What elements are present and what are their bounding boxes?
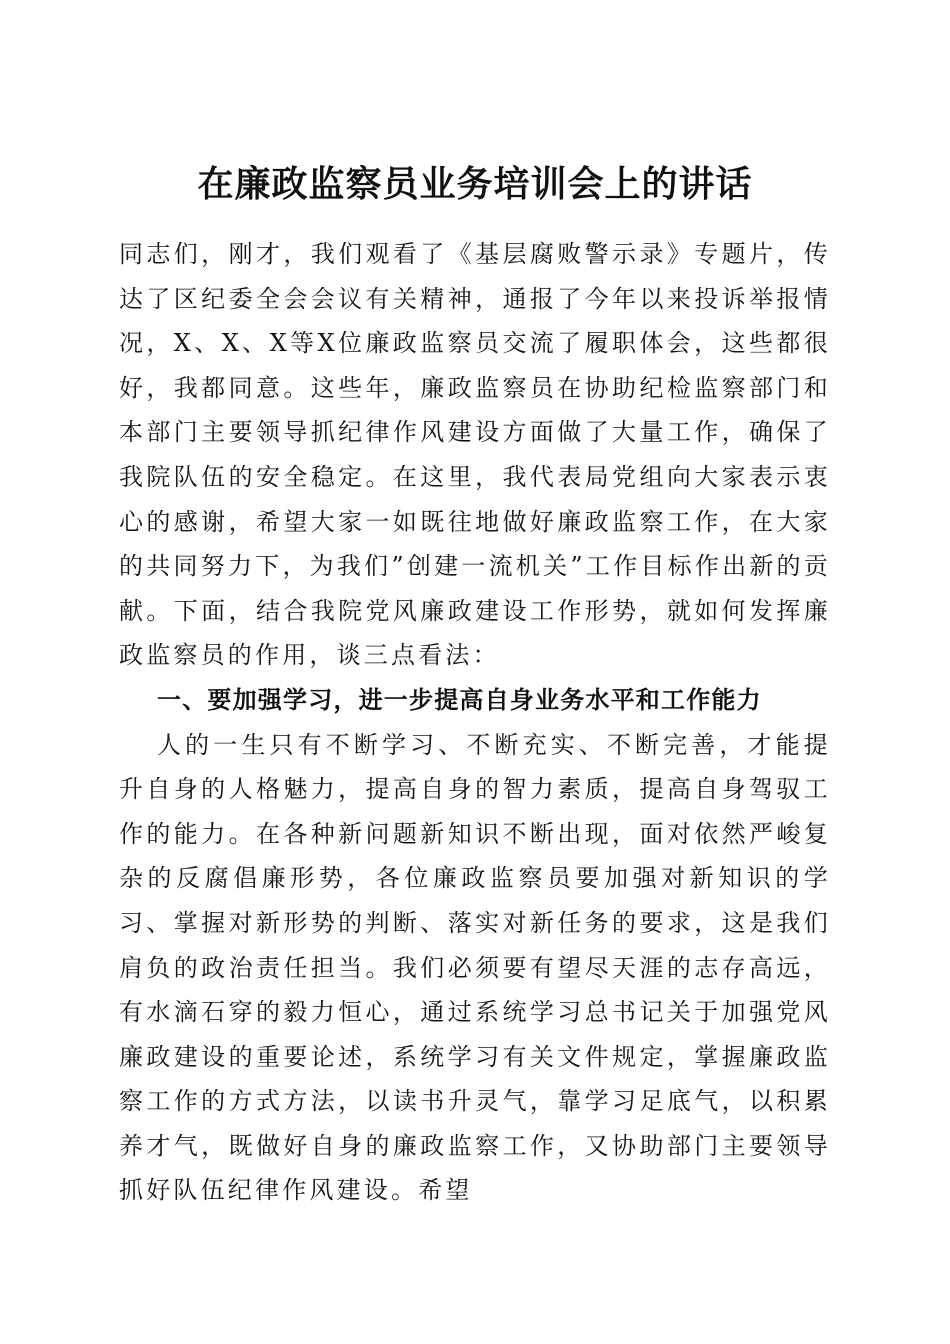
section-1-paragraph: 人的一生只有不断学习、不断充实、不断完善，才能提升自身的人格魅力，提高自身的智力素质，提高自身驾驭工作的能力。在各种新问题新知识不断出现，面对依然严峻复杂的反腐倡廉形势，各位廉政监察员要加强对新知识的学习、掌握对新形势的判断、落实对新任务的要求，这是我们肩负的政治责任担当。我们必须要有望尽天涯的志存高远，有水滴石穿的毅力恒心，通过系统学习总书记关于加强党风廉政建设的重要论述，系统学习有关文件规定，掌握廉政监察工作的方式方法，以读书升灵气，靠学习足底气，以积累养才气，既做好自身的廉政监察工作，又协助部门主要领导抓好队伍纪律作风建设。希望 bbox=[119, 730, 831, 1205]
page-title: 在廉政监察员业务培训会上的讲话 bbox=[197, 163, 753, 206]
opening-paragraph: 同志们，刚才，我们观看了《基层腐败警示录》专题片，传达了区纪委全会会议有关精神，通报了今年以来投诉举报情况，X、X、X等X位廉政监察员交流了履职体会，这些都很好，我都同意。这些年，廉政监察员在协助纪检监察部门和本部门主要领导抓纪律作风建设方面做了大量工作，确保了我院队伍的安全稳定。在这里，我代表局党组向大家表示衷心的感谢，希望大家一如既往地做好廉政监察工作，在大家的共同努力下，为我们”创建一流机关”工作目标作出新的贡献。下面，结合我院党风廉政建设工作形势，就如何发挥廉政监察员的作用，谈三点看法： bbox=[119, 240, 831, 670]
section-heading-1: 一、要加强学习，进一步提高自身业务水平和工作能力 bbox=[157, 685, 762, 714]
document-body bbox=[119, 232, 831, 1213]
